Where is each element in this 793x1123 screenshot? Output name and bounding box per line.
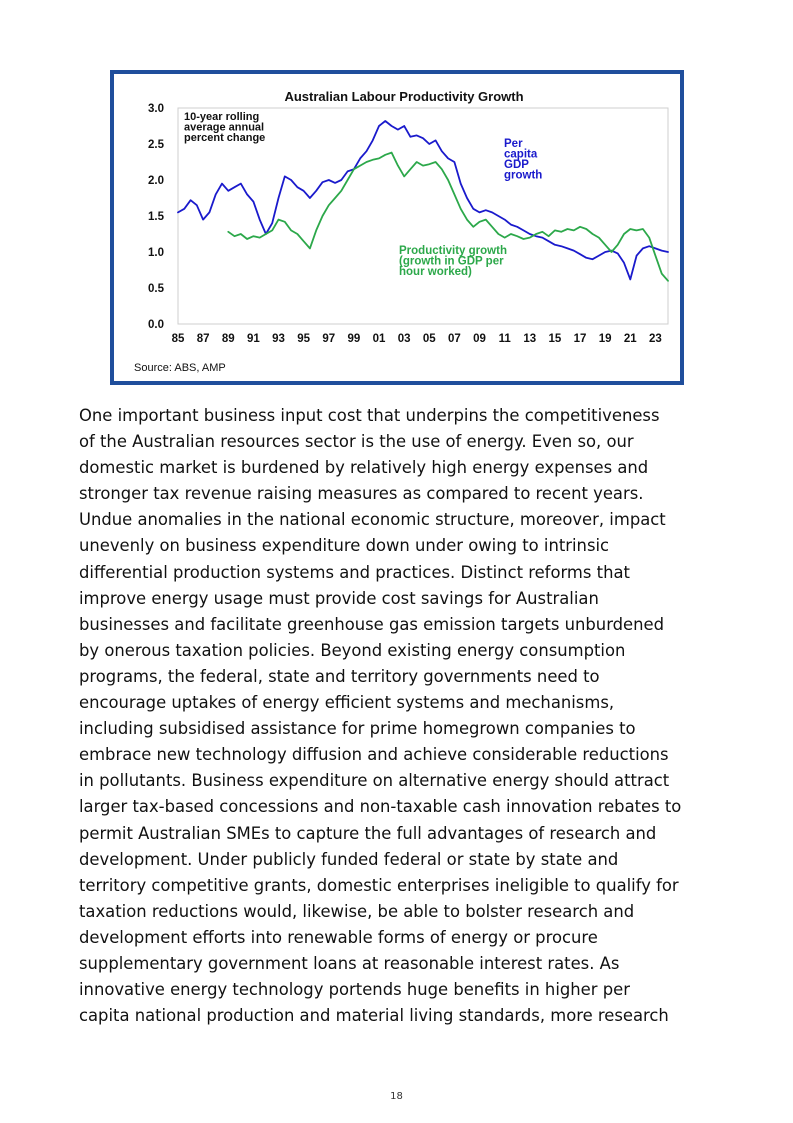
x-tick-label: 13 <box>523 333 537 345</box>
body-line: innovative energy technology portends huge benefits in higher per <box>79 980 630 1000</box>
body-line: including subsidised assistance for prime homegrown companies to <box>79 719 636 739</box>
chart-subtitle-line: percent change <box>184 132 266 144</box>
y-tick-label: 0.0 <box>148 319 164 331</box>
x-axis <box>172 333 662 345</box>
x-tick-label: 91 <box>246 333 260 345</box>
x-tick-label: 97 <box>322 333 336 345</box>
productivity-chart <box>114 74 680 381</box>
series-label-per-capita-gdp: GDP <box>504 159 529 171</box>
body-line: stronger tax revenue raising measures as compared to recent years. <box>79 484 644 504</box>
body-line: supplementary government loans at reasonable interest rates. As <box>79 953 620 973</box>
y-tick-label: 1.5 <box>148 211 164 223</box>
body-line: by onerous taxation policies. Beyond existing energy consumption <box>79 640 626 660</box>
chart-subtitle-line: 10-year rolling <box>184 111 260 123</box>
source-note: Source: ABS, AMP <box>134 362 226 374</box>
body-line: encourage uptakes of energy efficient systems and mechanisms, <box>79 693 615 713</box>
chart-title: Australian Labour Productivity Growth <box>284 89 524 104</box>
body-line: larger tax-based concessions and non-taxable cash innovation rebates to <box>79 797 682 817</box>
y-tick-label: 0.5 <box>148 283 164 295</box>
x-tick-label: 03 <box>397 333 411 345</box>
x-tick-label: 89 <box>221 333 235 345</box>
series-label-per-capita-gdp: Per <box>504 138 523 150</box>
x-tick-label: 99 <box>347 333 361 345</box>
body-paragraph <box>79 403 719 1029</box>
body-line: development efforts into renewable forms of energy or procure <box>79 927 598 947</box>
y-tick-label: 2.0 <box>148 175 164 187</box>
body-line: of the Australian resources sector is the use of energy. Even so, our <box>79 432 634 452</box>
y-tick-label: 2.5 <box>148 139 164 151</box>
chart-figure <box>110 70 684 385</box>
body-line: in pollutants. Business expenditure on alternative energy should attract <box>79 771 670 791</box>
body-line: taxation reductions would, likewise, be able to bolster research and <box>79 901 635 921</box>
chart-subtitle-line: average annual <box>184 121 265 134</box>
x-tick-label: 93 <box>272 333 285 345</box>
x-tick-label: 07 <box>448 333 461 345</box>
series-label-per-capita-gdp: capita <box>504 148 538 161</box>
body-line: businesses and facilitate greenhouse gas emission targets unburdened <box>79 614 665 634</box>
body-line: development. Under publicly funded federal or state by state and <box>79 849 619 869</box>
x-tick-label: 85 <box>171 333 185 345</box>
body-line: One important business input cost that underpins the competitiveness <box>79 406 660 425</box>
body-line: Undue anomalies in the national economic structure, moreover, impact <box>79 510 666 530</box>
x-tick-label: 23 <box>649 333 662 345</box>
series-label-productivity: (growth in GDP per <box>399 255 504 268</box>
series-labels <box>399 138 542 278</box>
x-tick-label: 95 <box>297 333 311 345</box>
x-tick-label: 09 <box>473 333 486 345</box>
y-tick-label: 3.0 <box>148 103 164 115</box>
y-axis <box>148 103 165 331</box>
x-tick-label: 15 <box>548 333 562 345</box>
body-line: improve energy usage must provide cost savings for Australian <box>79 588 599 608</box>
body-line: programs, the federal, state and territory governments need to <box>79 666 600 686</box>
page-number: 18 <box>390 1091 403 1102</box>
series-label-productivity: hour worked) <box>399 266 472 278</box>
x-tick-label: 87 <box>196 333 210 345</box>
series-label-productivity: Productivity growth <box>399 245 507 257</box>
x-tick-label: 17 <box>573 333 587 345</box>
chart-subtitle <box>184 111 265 144</box>
series-label-per-capita-gdp: growth <box>504 169 543 182</box>
body-line: embrace new technology diffusion and achieve considerable reductions <box>79 745 669 765</box>
x-tick-label: 11 <box>498 333 511 345</box>
x-tick-label: 19 <box>598 333 612 345</box>
body-line: unevenly on business expenditure down under owing to intrinsic <box>79 536 610 556</box>
x-tick-label: 21 <box>623 333 637 345</box>
body-line: domestic market is burdened by relatively high energy expenses and <box>79 458 649 478</box>
body-line: differential production systems and practices. Distinct reforms that <box>79 562 630 582</box>
x-tick-label: 05 <box>422 333 436 345</box>
body-line: territory competitive grants, domestic enterprises ineligible to qualify for <box>79 875 679 895</box>
y-tick-label: 1.0 <box>148 247 164 259</box>
x-tick-label: 01 <box>372 333 386 345</box>
body-line: capita national production and material living standards, more research <box>79 1006 669 1026</box>
body-line: permit Australian SMEs to capture the full advantages of research and <box>79 823 657 843</box>
